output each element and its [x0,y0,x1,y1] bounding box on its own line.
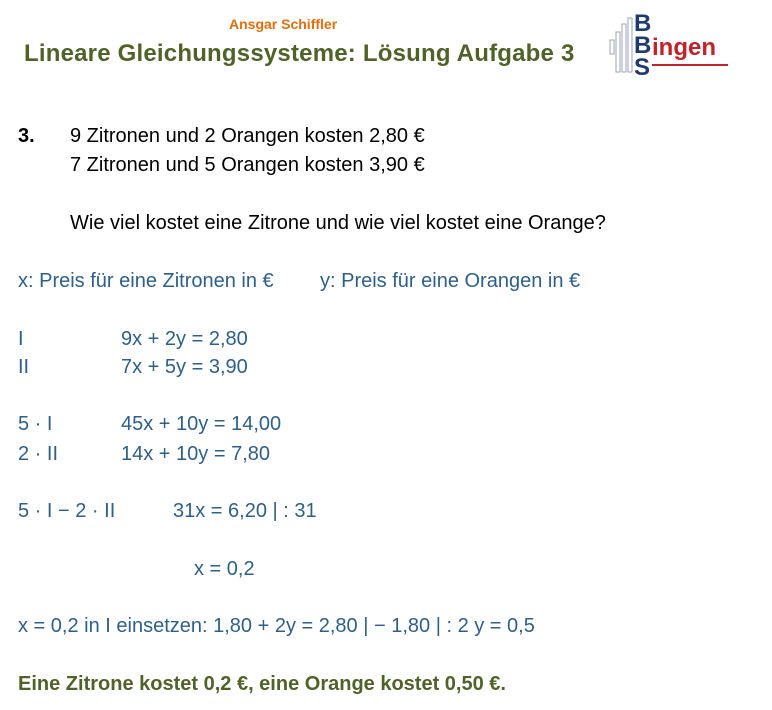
variable-y-definition: y: Preis für eine Orangen in € [320,270,581,292]
bbs-bingen-logo [608,10,733,81]
equation-4: 14x + 10y = 7,80 [121,443,271,465]
logo-letter-b1: B [634,10,652,37]
logo-underline [652,64,728,66]
x-result: x = 0,2 [194,558,255,580]
task-line-1: 9 Zitronen und 2 Orangen kosten 2,80 € [70,125,425,147]
equation-3-label: 5 · I [18,413,53,435]
equation-3: 45x + 10y = 14,00 [121,413,282,435]
substitution-line: x = 0,2 in I einsetzen: 1,80 + 2y = 2,80 | − 1,80 | : 2 y = 0,5 [18,615,535,637]
equation-2: 7x + 5y = 3,90 [121,356,248,378]
logo-word: ingen [652,34,716,61]
equation-5: 31x = 6,20 | : 31 [173,500,317,522]
final-answer: Eine Zitrone kostet 0,2 €, eine Orange kostet 0,50 €. [18,673,506,695]
equation-5-label: 5 · I − 2 · II [18,500,116,522]
task-question: Wie viel kostet eine Zitrone und wie viel kostet eine Orange? [70,212,606,234]
logo-letter-b2: B [634,32,652,59]
logo-letter-s: S [634,54,651,81]
equation-4-label: 2 · II [18,443,59,465]
equation-1-label: I [18,328,24,350]
task-line-2: 7 Zitronen und 5 Orangen kosten 3,90 € [70,154,425,176]
page-title: Lineare Gleichungssysteme: Lösung Aufgabe 3 [24,40,575,67]
variable-x-definition: x: Preis für eine Zitronen in € [18,270,274,292]
author-name: Ansgar Schiffler [229,16,338,32]
equation-1: 9x + 2y = 2,80 [121,328,248,350]
task-number: 3. [18,125,35,147]
equation-2-label: II [18,356,30,378]
